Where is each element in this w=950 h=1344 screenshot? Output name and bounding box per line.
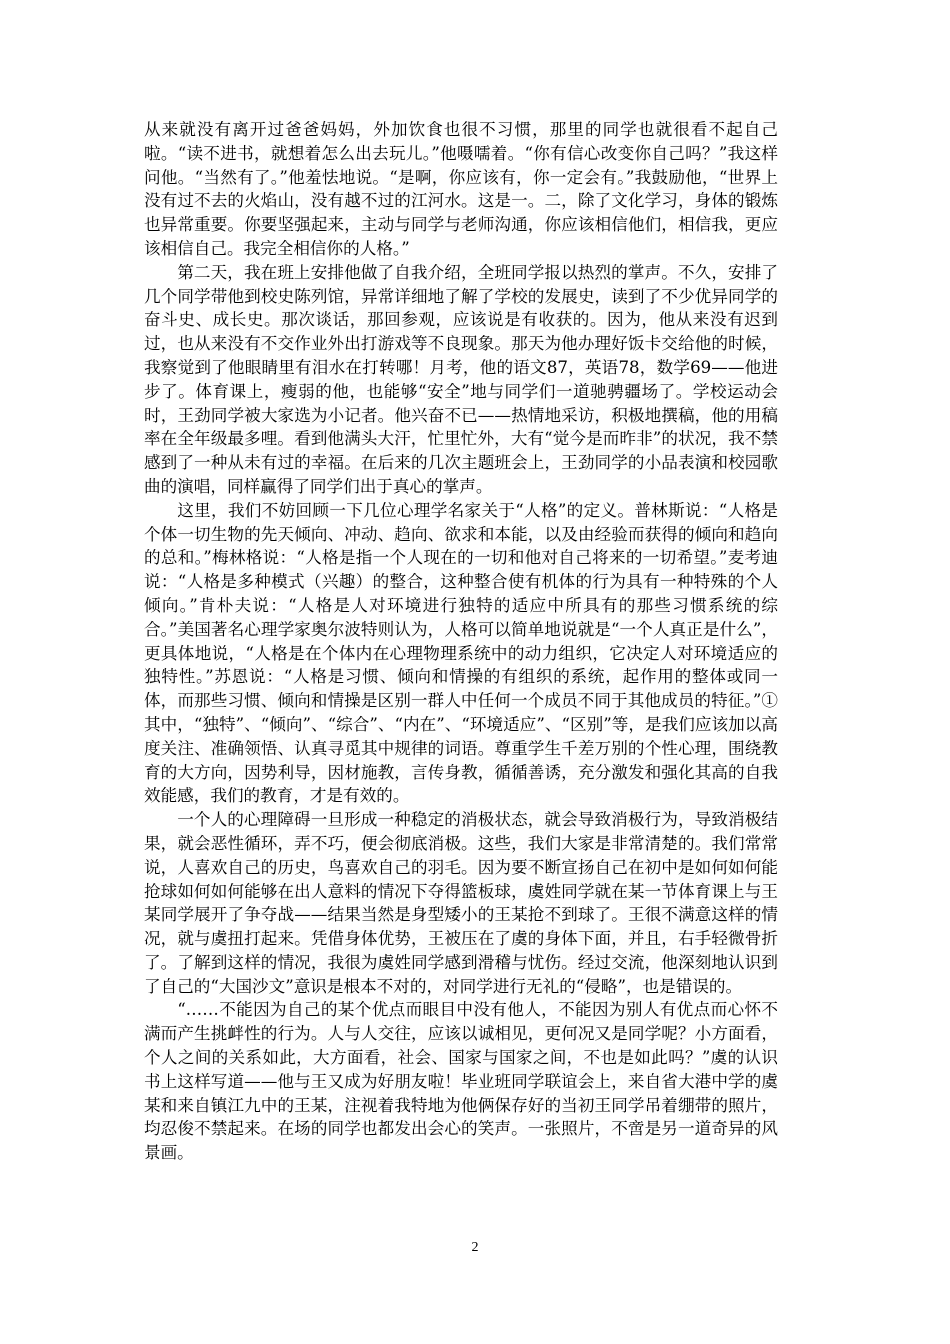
paragraph-5: “……不能因为自己的某个优点而眼目中没有他人，不能因为别人有优点而心怀不满而产生挑衅性的行为。人与人交往，应该以诚相见，更何况又是同学呢？小方面看，个人之间的关系如此，大方面看，社会、国家与国家之间，不也是如此吗？”虞的认识书上这样写道——他与王又成为好朋友啦！毕业班同学联谊会上，来自省大港中学的虞某和来自镇江九中的王某，注视着我特地为他俩保存好的当初王同学吊着绷带的照片，均忍俊不禁起来。在场的同学也都发出会心的笑声。一张照片，不啻是另一道奇异的风景画。 <box>144 1000 778 1163</box>
paragraph-3: 这里，我们不妨回顾一下几位心理学名家关于“人格”的定义。普林斯说：“人格是个体一切生物的先天倾向、冲动、趋向、欲求和本能，以及由经验而获得的倾向和趋向的总和。”梅林格说：“人格是指一个人现在的一切和他对自己将来的一切希望。”麦考迪说：“人格是多种模式（兴趣）的整合，这种整合使有机体的行为具有一种特殊的个人倾向。”肯朴夫说：“人格是人对环境进行独特的适应中所具有的那些习惯系统的综合。”美国著名心理学家奥尔波特则认为，人格可以简单地说就是“一个人真正是什么”，更具体地说，“人格是在个体内在心理物理系统中的动力组织，它决定人对环境适应的独特性。”苏恩说：“人格是习惯、倾向和情操的有组织的系统，起作用的整体或同一体，而那些习惯、倾向和情操是区别一群人中任何一个成员不同于其他成员的特征。”①其中，“独特”、“倾向”、“综合”、“内在”、“环境适应”、“区别”等，是我们应该加以高度关注、准确领悟、认真寻觅其中规律的词语。尊重学生千差万别的个性心理，围绕教育的大方向，因势利导，因材施教，言传身教，循循善诱，充分激发和强化其高的自我效能感，我们的教育，才是有效的。 <box>144 500 778 806</box>
page-number: 2 <box>471 1240 479 1255</box>
document-body <box>144 118 778 1165</box>
paragraph-2: 第二天，我在班上安排他做了自我介绍，全班同学报以热烈的掌声。不久，安排了几个同学带他到校史陈列馆，异常详细地了解了学校的发展史，读到了不少优异同学的奋斗史、成长史。那次谈话，那回参观，应该说是有收获的。因为，他从来没有迟到过，也从来没有不交作业外出打游戏等不良现象。那天为他办理好饭卡交给他的时候，我察觉到了他眼睛里有泪水在打转哪！月考，他的语文87，英语78，数学69——他进步了。体育课上，瘦弱的他，也能够“安全”地与同学们一道驰骋疆场了。学校运动会时，王劲同学被大家选为小记者。他兴奋不已——热情地采访，积极地撰稿，他的用稿率在全年级最多哩。看到他满头大汗，忙里忙外，大有“觉今是而昨非”的状况，我不禁感到了一种从未有过的幸福。在后来的几次主题班会上，王劲同学的小品表演和校园歌曲的演唱，同样赢得了同学们出于真心的掌声。 <box>144 262 778 496</box>
paragraph-1: 从来就没有离开过爸爸妈妈，外加饮食也很不习惯，那里的同学也就很看不起自己啦。“读不进书，就想着怎么出去玩儿。”他嗫嚅着。“你有信心改变你自己吗？”我这样问他。“当然有了。”他羞怯地说。“是啊，你应该有，你一定会有。”我鼓励他，“世界上没有过不去的火焰山，没有越不过的江河水。这是一。二，除了文化学习，身体的锻炼也异常重要。你要坚强起来，主动与同学与老师沟通，你应该相信他们，相信我，更应该相信自己。我完全相信你的人格。” <box>144 120 778 258</box>
paragraph-4: 一个人的心理障碍一旦形成一种稳定的消极状态，就会导致消极行为，导致消极结果，就会恶性循环，弄不巧，便会彻底消极。这些，我们大家是非常清楚的。我们常常说，人喜欢自己的历史，鸟喜欢自己的羽毛。因为要不断宣扬自己在初中是如何如何能抢球如何如何能够在出人意料的情况下夺得篮板球，虞姓同学就在某一节体育课上与王某同学展开了争夺战——结果当然是身型矮小的王某抢不到球了。王很不满意这样的情况，就与虞扭打起来。凭借身体优势，王被压在了虞的身体下面，并且，右手轻微骨折了。了解到这样的情况，我很为虞姓同学感到滑稽与忧伤。经过交流，他深刻地认识到了自己的“大国沙文”意识是根本不对的，对同学进行无礼的“侵略”，也是错误的。 <box>144 810 778 996</box>
